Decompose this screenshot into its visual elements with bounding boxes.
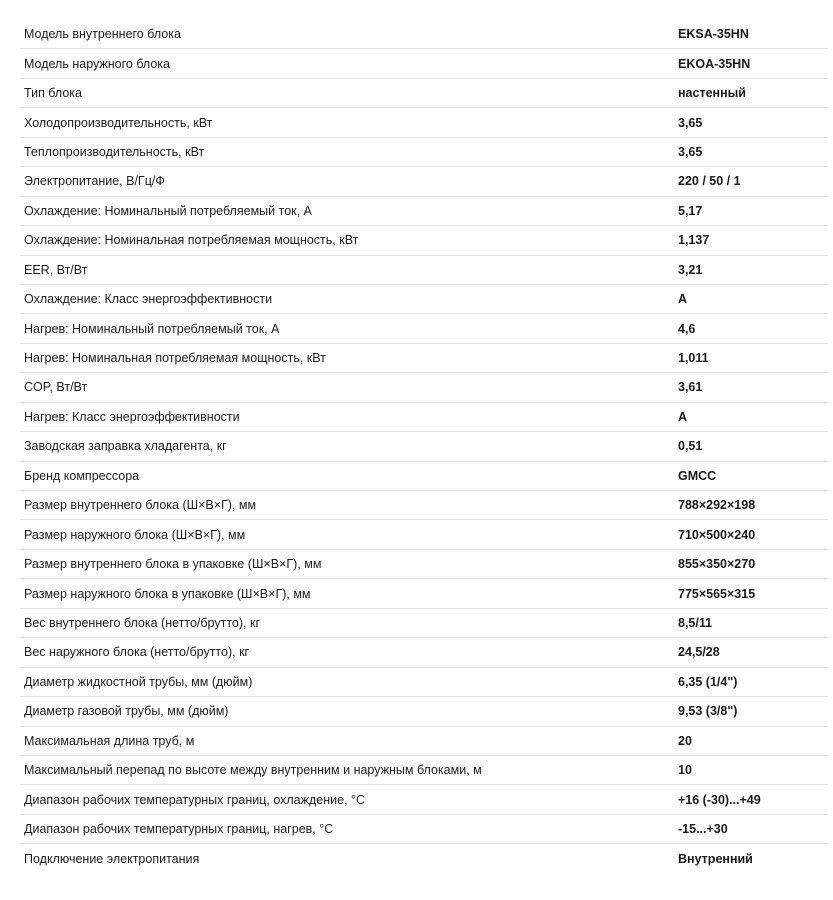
spec-label: Максимальная длина труб, м <box>24 733 195 748</box>
spec-value: 788×292×198 <box>678 498 756 513</box>
spec-value: 1,011 <box>678 351 709 366</box>
spec-row <box>20 314 828 343</box>
spec-row <box>20 197 828 226</box>
spec-row <box>20 226 828 255</box>
spec-label: Нагрев: Номинальный потребляемый ток, А <box>24 321 280 336</box>
spec-value: EKOA-35HN <box>678 56 751 71</box>
spec-row <box>20 462 828 491</box>
spec-value: 6,35 (1/4") <box>678 674 738 689</box>
spec-row <box>20 785 828 814</box>
spec-label: Размер наружного блока в упаковке (Ш×В×Г), мм <box>24 586 311 601</box>
spec-row <box>20 491 828 520</box>
spec-value: 9,53 (3/8") <box>678 704 738 719</box>
spec-label: Электропитание, В/Гц/Ф <box>24 174 165 189</box>
spec-label: Холодопроизводительность, кВт <box>24 115 213 130</box>
spec-value: 220 / 50 / 1 <box>678 174 741 189</box>
spec-label: Диаметр газовой трубы, мм (дюйм) <box>24 704 229 719</box>
spec-label: Диаметр жидкостной трубы, мм (дюйм) <box>24 674 253 689</box>
spec-value: 3,65 <box>678 115 703 130</box>
spec-label: Бренд компрессора <box>24 468 140 483</box>
spec-value: 8,5/11 <box>678 615 713 630</box>
spec-label: Охлаждение: Номинальная потребляемая мощность, кВт <box>24 233 359 248</box>
spec-value: 3,65 <box>678 144 703 159</box>
spec-row <box>20 138 828 167</box>
spec-label: Модель внутреннего блока <box>24 27 181 42</box>
spec-value: 5,17 <box>678 203 703 218</box>
spec-value: 3,61 <box>678 380 703 395</box>
spec-row <box>20 638 828 667</box>
spec-row <box>20 344 828 373</box>
spec-row <box>20 815 828 844</box>
spec-row <box>20 844 828 873</box>
spec-label: Подключение электропитания <box>24 851 200 866</box>
spec-label: Вес внутреннего блока (нетто/брутто), кг <box>24 615 261 630</box>
spec-label: Размер внутреннего блока в упаковке (Ш×В×Г), мм <box>24 557 322 572</box>
spec-label: Размер внутреннего блока (Ш×В×Г), мм <box>24 498 257 513</box>
specifications-table <box>20 20 828 874</box>
spec-row <box>20 49 828 78</box>
spec-row <box>20 727 828 756</box>
spec-value: A <box>678 409 688 424</box>
spec-label: Диапазон рабочих температурных границ, охлаждение, °С <box>24 792 366 807</box>
spec-value: 710×500×240 <box>678 527 756 542</box>
spec-label: COP, Вт/Вт <box>24 380 88 395</box>
spec-value: -15...+30 <box>678 822 728 837</box>
spec-value: настенный <box>678 86 746 101</box>
spec-row <box>20 403 828 432</box>
spec-row <box>20 108 828 137</box>
spec-row <box>20 579 828 608</box>
spec-row <box>20 550 828 579</box>
spec-row <box>20 167 828 196</box>
spec-label: Охлаждение: Номинальный потребляемый ток, А <box>24 203 312 218</box>
spec-value: 855×350×270 <box>678 557 756 572</box>
spec-value: GMCC <box>678 468 717 483</box>
spec-label: Тип блока <box>24 86 82 101</box>
spec-value: 24,5/28 <box>678 645 720 660</box>
spec-label: Теплопроизводительность, кВт <box>24 144 205 159</box>
spec-label: EER, Вт/Вт <box>24 262 88 277</box>
spec-row <box>20 432 828 461</box>
spec-row <box>20 609 828 638</box>
spec-row <box>20 373 828 402</box>
spec-label: Размер наружного блока (Ш×В×Г), мм <box>24 527 246 542</box>
spec-label: Нагрев: Номинальная потребляемая мощность, кВт <box>24 351 326 366</box>
spec-value: 0,51 <box>678 439 703 454</box>
spec-label: Модель наружного блока <box>24 56 171 71</box>
spec-value: A <box>678 292 688 307</box>
spec-value: 20 <box>678 733 692 748</box>
spec-row <box>20 79 828 108</box>
spec-label: Нагрев: Класс энергоэффективности <box>24 409 240 424</box>
spec-label: Диапазон рабочих температурных границ, нагрев, °С <box>24 822 334 837</box>
spec-value: 775×565×315 <box>678 586 756 601</box>
spec-label: Максимальный перепад по высоте между внутренним и наружным блоками, м <box>24 763 482 778</box>
spec-row <box>20 668 828 697</box>
spec-value: 3,21 <box>678 262 703 277</box>
spec-value: Внутренний <box>678 851 753 866</box>
spec-row <box>20 285 828 314</box>
spec-value: +16 (-30)...+49 <box>678 792 761 807</box>
spec-value: 10 <box>678 763 692 778</box>
spec-value: 1,137 <box>678 233 710 248</box>
spec-label: Заводская заправка хладагента, кг <box>24 439 227 454</box>
spec-row <box>20 20 828 49</box>
spec-row <box>20 520 828 549</box>
spec-row <box>20 256 828 285</box>
spec-label: Вес наружного блока (нетто/брутто), кг <box>24 645 250 660</box>
spec-row <box>20 756 828 785</box>
spec-value: EKSA-35HN <box>678 27 749 42</box>
spec-row <box>20 697 828 726</box>
spec-label: Охлаждение: Класс энергоэффективности <box>24 292 273 307</box>
spec-value: 4,6 <box>678 321 696 336</box>
